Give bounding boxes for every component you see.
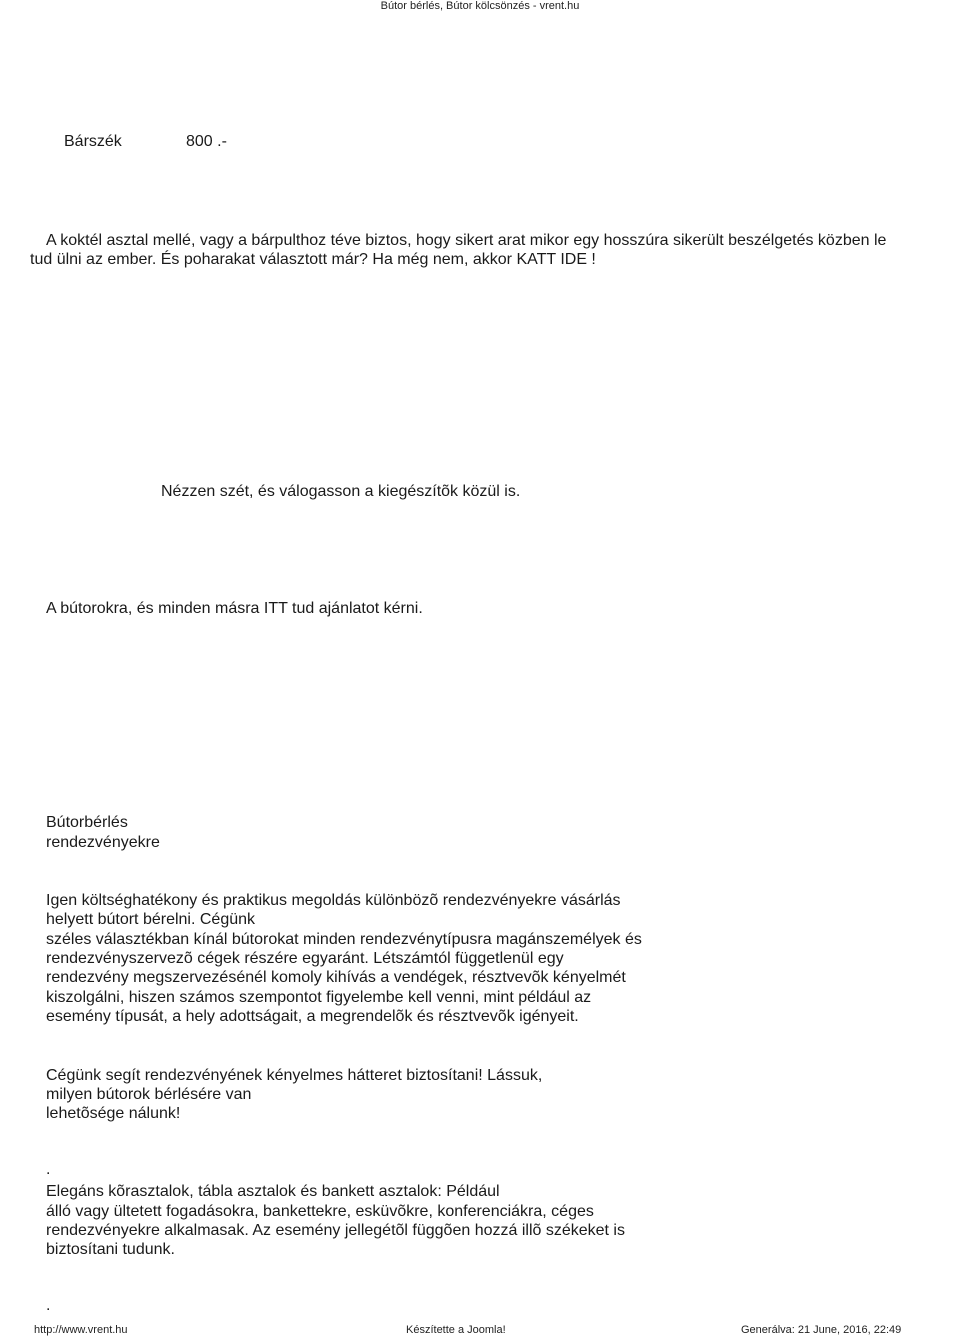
intro-text-line-1: A koktél asztal mellé, vagy a bárpulthoz téve biztos, hogy sikert arat mikor egy hosszúra sikerült beszélgetés közben le [46,232,887,249]
paragraph-line: milyen bútorok bérlésére van [46,1086,252,1103]
paragraph-line: rendezvényszervezõ cégek részére egyaránt. Létszámtól függetlenül egy [46,950,564,967]
footer-credit: Készítette a Joomla! [406,1324,506,1336]
product-price: 800 .- [186,133,227,150]
paragraph-line: lehetõsége nálunk! [46,1105,181,1122]
accessories-text: Nézzen szét, és válogasson a kiegészítõk közül is. [161,483,521,500]
separator-dot: . [46,1297,51,1314]
footer-url: http://www.vrent.hu [34,1324,128,1336]
paragraph-line: széles választékban kínál bútorokat minden rendezvénytípusra magánszemélyek és [46,931,642,948]
footer-generated: Generálva: 21 June, 2016, 22:49 [741,1324,902,1336]
paragraph-line: rendezvényekre alkalmasak. Az esemény jellegétõl függõen hozzá illõ székeket is [46,1222,625,1239]
separator-dot: . [46,1161,51,1178]
paragraph-line: Elegáns kõrasztalok, tábla asztalok és bankett asztalok: Például [46,1183,500,1200]
paragraph-line: álló vagy ültetett fogadásokra, bankettekre, esküvõkre, konferenciákra, céges [46,1203,594,1220]
intro-text-line-2: tud ülni az ember. És poharakat választott már? Ha még nem, akkor KATT IDE ! [30,251,596,268]
page-header-title: Bútor bérlés, Bútor kölcsönzés - vrent.hu [380,0,580,12]
quote-request-text: A bútorokra, és minden másra ITT tud ajánlatot kérni. [46,600,423,617]
section-title-line-2: rendezvényekre [46,834,160,851]
paragraph-line: kiszolgálni, hiszen számos szempontot figyelembe kell venni, mint például az [46,989,592,1006]
paragraph-line: esemény típusát, a hely adottságait, a megrendelõk és résztvevõk igényeit. [46,1008,579,1025]
paragraph-line: Igen költséghatékony és praktikus megoldás különbözõ rendezvényekre vásárlás [46,892,621,909]
product-name: Bárszék [64,133,122,150]
paragraph-line: biztosítani tudunk. [46,1241,175,1258]
paragraph-line: rendezvény megszervezésénél komoly kihívás a vendégek, résztvevõk kényelmét [46,969,626,986]
paragraph-line: helyett bútort bérelni. Cégünk [46,911,256,928]
paragraph-line: Cégünk segít rendezvényének kényelmes hátteret biztosítani! Lássuk, [46,1067,543,1084]
section-title-line-1: Bútorbérlés [46,814,128,831]
